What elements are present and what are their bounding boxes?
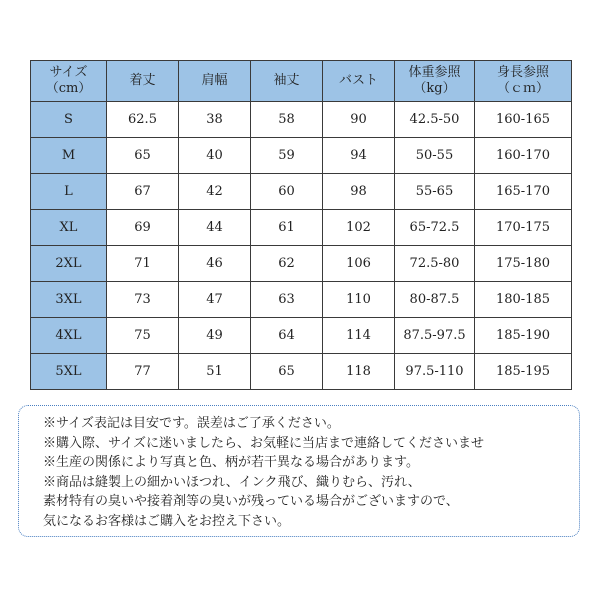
sleeve-cell: 58 xyxy=(251,102,323,138)
shoulder-cell: 40 xyxy=(179,138,251,174)
weight-cell: 87.5-97.5 xyxy=(395,318,475,354)
table-row xyxy=(31,282,572,318)
shoulder-cell: 46 xyxy=(179,246,251,282)
header-shoulder-label: 肩幅 xyxy=(201,73,228,88)
bust-cell: 98 xyxy=(323,174,395,210)
length-cell: 77 xyxy=(107,354,179,390)
shoulder-cell: 38 xyxy=(179,102,251,138)
length-cell: 67 xyxy=(107,174,179,210)
header-size-unit: （cm） xyxy=(45,81,92,96)
shoulder-cell: 51 xyxy=(179,354,251,390)
table-header-row xyxy=(31,61,572,102)
size-chart-table xyxy=(30,60,572,390)
header-height-unit: （ｃｍ） xyxy=(496,81,549,96)
note-line: ※商品は縫製上の細かいほつれ、インク飛び、織りむら、汚れ、 xyxy=(43,474,421,490)
size-cell: 4XL xyxy=(31,318,107,354)
table-row xyxy=(31,138,572,174)
length-cell: 71 xyxy=(107,246,179,282)
header-weight-label: 体重参照 xyxy=(408,65,461,80)
header-bust-label: バスト xyxy=(338,73,378,88)
header-size-label: サイズ xyxy=(49,65,88,80)
table-row xyxy=(31,246,572,282)
header-shoulder xyxy=(179,61,251,102)
header-weight-unit: （kg） xyxy=(413,81,456,96)
table-row xyxy=(31,354,572,390)
weight-cell: 80-87.5 xyxy=(395,282,475,318)
notes-box xyxy=(18,405,580,537)
length-cell: 65 xyxy=(107,138,179,174)
header-size xyxy=(31,61,107,102)
bust-cell: 102 xyxy=(323,210,395,246)
bust-cell: 106 xyxy=(323,246,395,282)
height-cell: 180-185 xyxy=(475,282,572,318)
height-cell: 170-175 xyxy=(475,210,572,246)
note-line: ※生産の関係により写真と色、柄が若干異なる場合があります。 xyxy=(43,455,419,470)
header-sleeve-label: 袖丈 xyxy=(273,73,300,88)
height-cell: 160-165 xyxy=(475,102,572,138)
size-cell: S xyxy=(31,102,107,138)
weight-cell: 97.5-110 xyxy=(395,354,475,390)
shoulder-cell: 44 xyxy=(179,210,251,246)
bust-cell: 90 xyxy=(323,102,395,138)
weight-cell: 72.5-80 xyxy=(395,246,475,282)
note-line: 素材特有の臭いや接着剤等の臭いが残っている場合がございますので、 xyxy=(43,494,459,509)
weight-cell: 65-72.5 xyxy=(395,210,475,246)
sleeve-cell: 60 xyxy=(251,174,323,210)
height-cell: 165-170 xyxy=(475,174,572,210)
length-cell: 73 xyxy=(107,282,179,318)
size-cell: 2XL xyxy=(31,246,107,282)
sleeve-cell: 63 xyxy=(251,282,323,318)
header-height-label: 身長参照 xyxy=(496,65,549,80)
height-cell: 185-195 xyxy=(475,354,572,390)
length-cell: 75 xyxy=(107,318,179,354)
header-sleeve xyxy=(251,61,323,102)
header-bust xyxy=(323,61,395,102)
header-length xyxy=(107,61,179,102)
size-cell: L xyxy=(31,174,107,210)
size-cell: 3XL xyxy=(31,282,107,318)
shoulder-cell: 47 xyxy=(179,282,251,318)
table-row xyxy=(31,174,572,210)
height-cell: 160-170 xyxy=(475,138,572,174)
size-cell: M xyxy=(31,138,107,174)
weight-cell: 42.5-50 xyxy=(395,102,475,138)
shoulder-cell: 49 xyxy=(179,318,251,354)
header-weight xyxy=(395,61,475,102)
sleeve-cell: 61 xyxy=(251,210,323,246)
sleeve-cell: 64 xyxy=(251,318,323,354)
note-line: ※サイズ表記は目安です。誤差はご了承ください。 xyxy=(43,416,340,431)
height-cell: 175-180 xyxy=(475,246,572,282)
sleeve-cell: 62 xyxy=(251,246,323,282)
shoulder-cell: 42 xyxy=(179,174,251,210)
header-length-label: 着丈 xyxy=(129,73,156,88)
size-cell: XL xyxy=(31,210,107,246)
bust-cell: 94 xyxy=(323,138,395,174)
header-height xyxy=(475,61,572,102)
height-cell: 185-190 xyxy=(475,318,572,354)
sleeve-cell: 65 xyxy=(251,354,323,390)
weight-cell: 50-55 xyxy=(395,138,475,174)
length-cell: 69 xyxy=(107,210,179,246)
note-line: 気になるお客様はご購入をお控え下さい。 xyxy=(43,513,291,529)
table-row xyxy=(31,210,572,246)
bust-cell: 114 xyxy=(323,318,395,354)
bust-cell: 110 xyxy=(323,282,395,318)
weight-cell: 55-65 xyxy=(395,174,475,210)
note-line: ※購入際、サイズに迷いましたら、お気軽に当店まで連絡してくださいませ xyxy=(43,435,484,451)
table-row xyxy=(31,318,572,354)
length-cell: 62.5 xyxy=(107,102,179,138)
size-cell: 5XL xyxy=(31,354,107,390)
table-row xyxy=(31,102,572,138)
bust-cell: 118 xyxy=(323,354,395,390)
sleeve-cell: 59 xyxy=(251,138,323,174)
